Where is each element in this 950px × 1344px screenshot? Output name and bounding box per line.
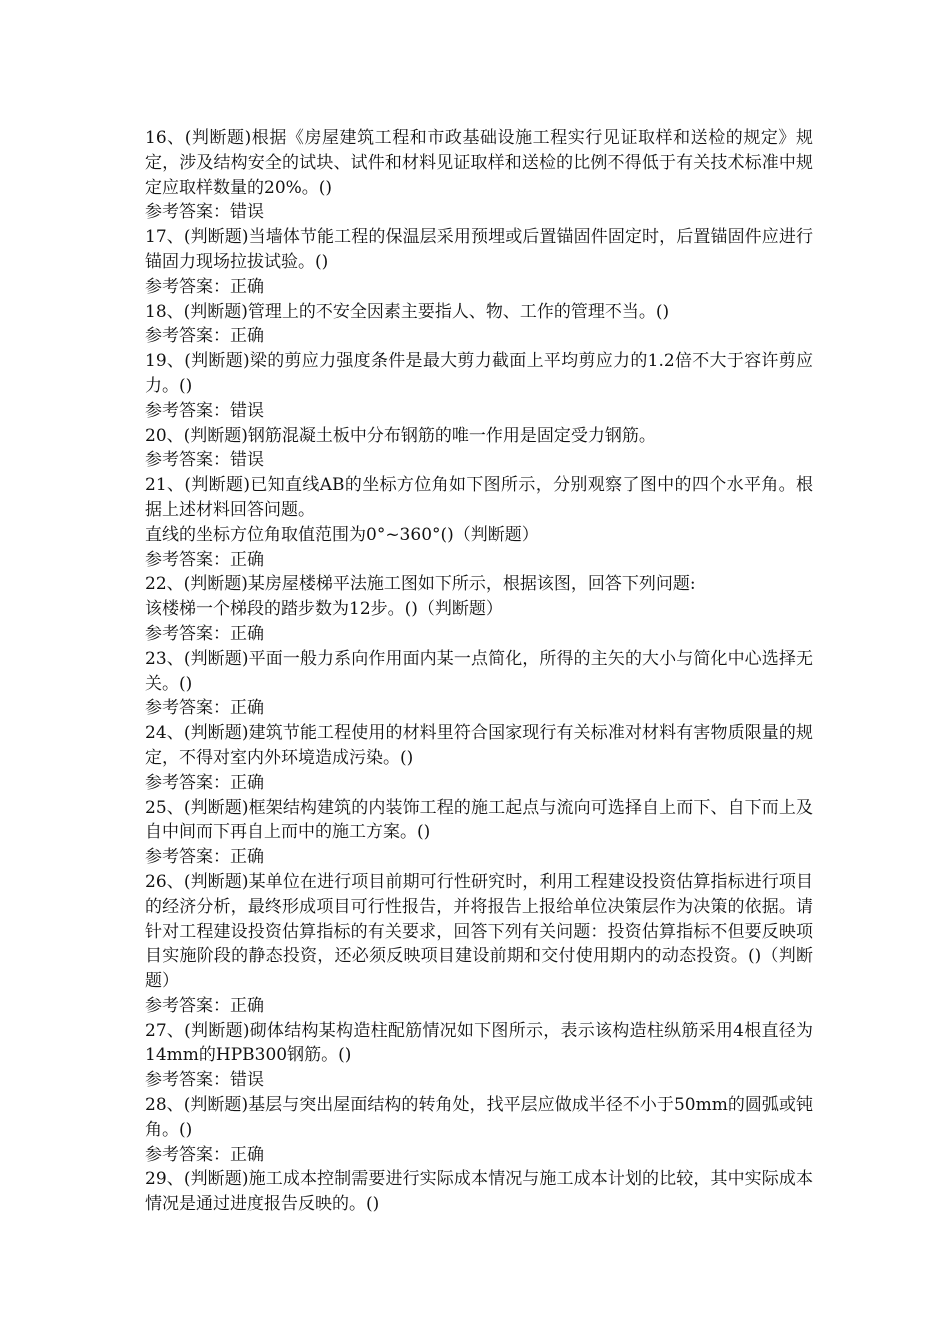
document-page (145, 126, 813, 1217)
question-20 (145, 424, 813, 474)
answer-line (145, 622, 813, 647)
answer-line (145, 1068, 813, 1093)
answer-label: 参考答案： (145, 623, 230, 644)
answer-line (145, 399, 813, 424)
question-text: 24、(判断题)建筑节能工程使用的材料里符合国家现行有关标准对材料有害物质限量的规定，不得对室内外环境造成污染。() (145, 723, 813, 768)
answer-line (145, 448, 813, 473)
question-text: 18、(判断题)管理上的不安全因素主要指人、物、工作的管理不当。() (145, 301, 670, 322)
question-19 (145, 349, 813, 423)
question-28 (145, 1093, 813, 1167)
question-26 (145, 870, 813, 1019)
question-text: 16、(判断题)根据《房屋建筑工程和市政基础设施工程实行见证取样和送检的规定》规定，涉及结构安全的试块、试件和材料见证取样和送检的比例不得低于有关技术标准中规定应取样数量的20%。() (145, 128, 813, 198)
question-23 (145, 647, 813, 721)
answer-value: 正确 (230, 847, 264, 868)
question-text: 29、(判断题)施工成本控制需要进行实际成本情况与施工成本计划的比较，其中实际成本情况是通过进度报告反映的。() (145, 1169, 813, 1215)
question-text: 25、(判断题)框架结构建筑的内装饰工程的施工起点与流向可选择自上而下、自下而上及自中间而下再自上而中的施工方案。() (145, 797, 813, 843)
answer-line (145, 1143, 813, 1168)
question-17 (145, 225, 813, 299)
answer-label: 参考答案： (145, 549, 230, 570)
question-22 (145, 572, 813, 646)
question-text: 26、(判断题)某单位在进行项目前期可行性研究时，利用工程建设投资估算指标进行项目的经济分析，最终形成项目可行性报告，并将报告上报给单位决策层作为决策的依据。请针对工程建设投资估算指标的有关要求，回答下列有关问题：投资估算指标不但要反映项目实施阶段的静态投资，还必须反映项目建设前期和交付使用期内的动态投资。()（判断题） (145, 871, 813, 992)
answer-label: 参考答案： (145, 276, 230, 297)
question-27 (145, 1019, 813, 1093)
answer-line (145, 771, 813, 796)
answer-label: 参考答案： (145, 1144, 230, 1165)
answer-line (145, 200, 813, 225)
answer-line (145, 845, 813, 870)
answer-value: 正确 (230, 549, 264, 570)
answer-value: 正确 (230, 698, 264, 719)
answer-value: 正确 (230, 276, 264, 297)
question-text: 20、(判断题)钢筋混凝土板中分布钢筋的唯一作用是固定受力钢筋。 (145, 425, 656, 446)
question-18 (145, 300, 813, 350)
answer-label: 参考答案： (145, 995, 230, 1016)
question-text: 28、(判断题)基层与突出屋面结构的转角处，找平层应做成半径不小于50mm的圆弧或钝角。() (145, 1095, 813, 1140)
answer-value: 错误 (230, 450, 264, 471)
answer-value: 正确 (230, 995, 264, 1016)
question-subtext: 该楼梯一个梯段的踏步数为12步。()（判断题） (145, 599, 503, 620)
answer-label: 参考答案： (145, 698, 230, 719)
question-text: 19、(判断题)梁的剪应力强度条件是最大剪力截面上平均剪应力的1.2倍不大于容许剪应力。() (145, 351, 813, 396)
question-16 (145, 126, 813, 225)
answer-label: 参考答案： (145, 400, 230, 421)
question-29 (145, 1167, 813, 1217)
answer-line (145, 994, 813, 1019)
answer-value: 错误 (230, 202, 264, 223)
question-text: 21、(判断题)已知直线AB的坐标方位角如下图所示，分别观察了图中的四个水平角。根据上述材料回答问题。 (145, 475, 813, 520)
question-text: 17、(判断题)当墙体节能工程的保温层采用预埋或后置锚固件固定时，后置锚固件应进行锚固力现场拉拔试验。() (145, 227, 813, 272)
answer-value: 错误 (230, 400, 264, 421)
answer-label: 参考答案： (145, 202, 230, 223)
answer-label: 参考答案： (145, 847, 230, 868)
question-text: 23、(判断题)平面一般力系向作用面内某一点简化，所得的主矢的大小与简化中心选择无关。() (145, 648, 813, 694)
answer-label: 参考答案： (145, 772, 230, 793)
answer-label: 参考答案： (145, 450, 230, 471)
answer-line (145, 696, 813, 721)
answer-value: 正确 (230, 1144, 264, 1165)
question-21 (145, 473, 813, 572)
answer-value: 正确 (230, 326, 264, 347)
answer-value: 正确 (230, 623, 264, 644)
answer-line (145, 324, 813, 349)
answer-label: 参考答案： (145, 326, 230, 347)
answer-label: 参考答案： (145, 1070, 230, 1091)
answer-line (145, 548, 813, 573)
answer-value: 正确 (230, 772, 264, 793)
question-24 (145, 721, 813, 795)
question-text: 27、(判断题)砌体结构某构造柱配筋情况如下图所示，表示该构造柱纵筋采用4根直径为14mm的HPB300钢筋。() (145, 1020, 813, 1066)
answer-value: 错误 (230, 1070, 264, 1091)
question-subtext: 直线的坐标方位角取值范围为0°~360°()（判断题） (145, 524, 539, 545)
question-text: 22、(判断题)某房屋楼梯平法施工图如下所示，根据该图，回答下列问题: (145, 574, 696, 595)
question-25 (145, 796, 813, 870)
answer-line (145, 275, 813, 300)
